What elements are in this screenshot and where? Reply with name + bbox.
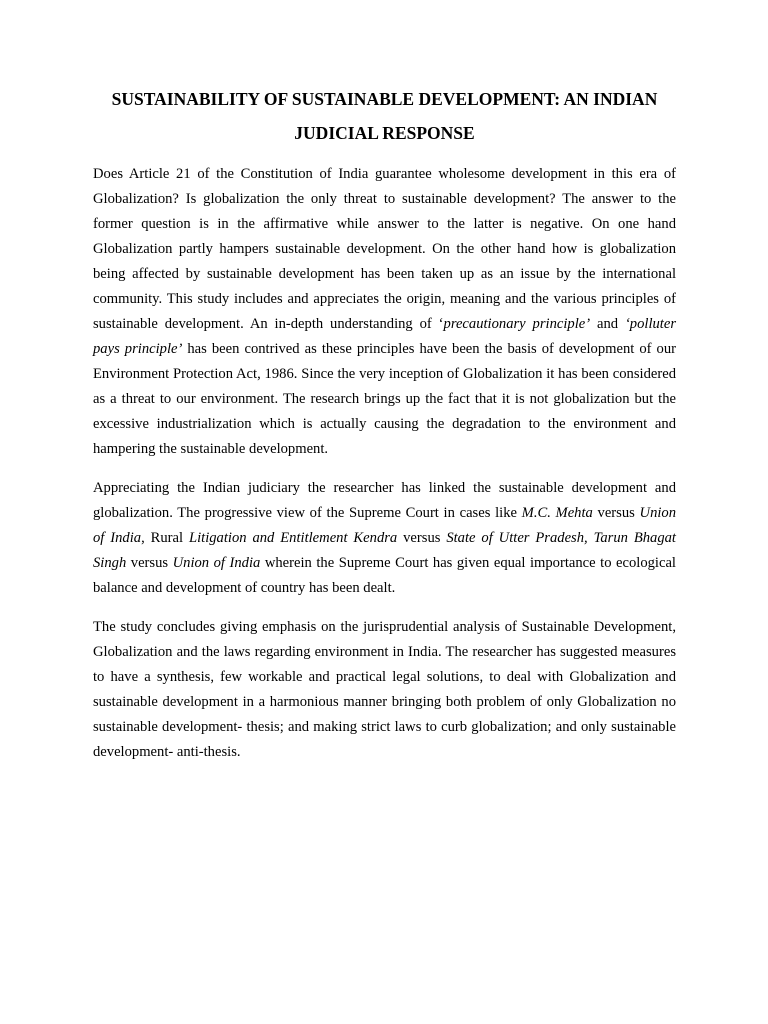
p2-italic-state: State of Utter Pradesh, Tarun Bhagat Singh: [93, 530, 676, 571]
p1-text-a: Does Article 21 of the Constitution of India guarantee wholesome development in this era of Globalization? Is globalization the only threat to sustainable development? The answer to the former question is in the affirmative while answer to the latter is negative. On one hand Globalization partly hampers sustainable development. On the other hand how is globalization being affected by sustainable development has been taken up as an issue by the international community. This study includes and appreciates the origin, meaning and the various principles of sustainable development. An in-depth understanding of ‘: [93, 166, 676, 332]
paragraph-3: The study concludes giving emphasis on the jurisprudential analysis of Sustainable Development, Globalization and the laws regarding environment in India. The researcher has suggested measures to have a synthesis, few workable and practical legal solutions, to deal with Globalization and sustainable development in a harmonious manner bringing both problem of only Globalization no sustainable development- thesis; and making strict laws to curb globalization; and only sustainable development- anti-thesis.: [93, 619, 676, 760]
paragraph-1: [93, 162, 676, 462]
document-title: [93, 82, 676, 150]
p1-italic-precautionary: precautionary principle’: [443, 316, 591, 332]
p2-text-i: versus: [126, 555, 173, 571]
title-line-2: JUDICIAL RESPONSE: [294, 123, 475, 143]
p2-italic-union-1: Union of India: [93, 505, 677, 546]
p1-text-c: and: [590, 316, 625, 332]
p2-text-c: versus: [592, 505, 640, 521]
title-line-1: SUSTAINABILITY OF SUSTAINABLE DEVELOPMENT: AN INDIAN: [111, 89, 658, 109]
p2-text-g: versus: [397, 530, 447, 546]
p2-text-e: , Rural: [141, 530, 189, 546]
p1-text-e: has been contrived as these principles have been the basis of development of our Environment Protection Act, 1986. Since the very inception of Globalization it has been considered as a threat to our environment. The research brings up the fact that it is not globalization but the excessive industrialization which is actually causing the degradation to the environment and hampering the sustainable development.: [93, 341, 676, 457]
p1-italic-polluter: ‘polluter pays principle’: [93, 316, 677, 357]
p2-text-a: Appreciating the Indian judiciary the researcher has linked the sustainable development and globalization. The progressive view of the Supreme Court in cases like: [93, 480, 676, 521]
paragraph-2: [93, 476, 676, 601]
p2-text-k: wherein the Supreme Court has given equal importance to ecological balance and development of country has been dealt.: [93, 555, 676, 596]
p2-italic-mehta: M.C. Mehta: [521, 505, 593, 521]
p2-italic-litigation: Litigation and Entitlement Kendra: [188, 530, 398, 546]
p2-italic-union-2: Union of India: [172, 555, 261, 571]
